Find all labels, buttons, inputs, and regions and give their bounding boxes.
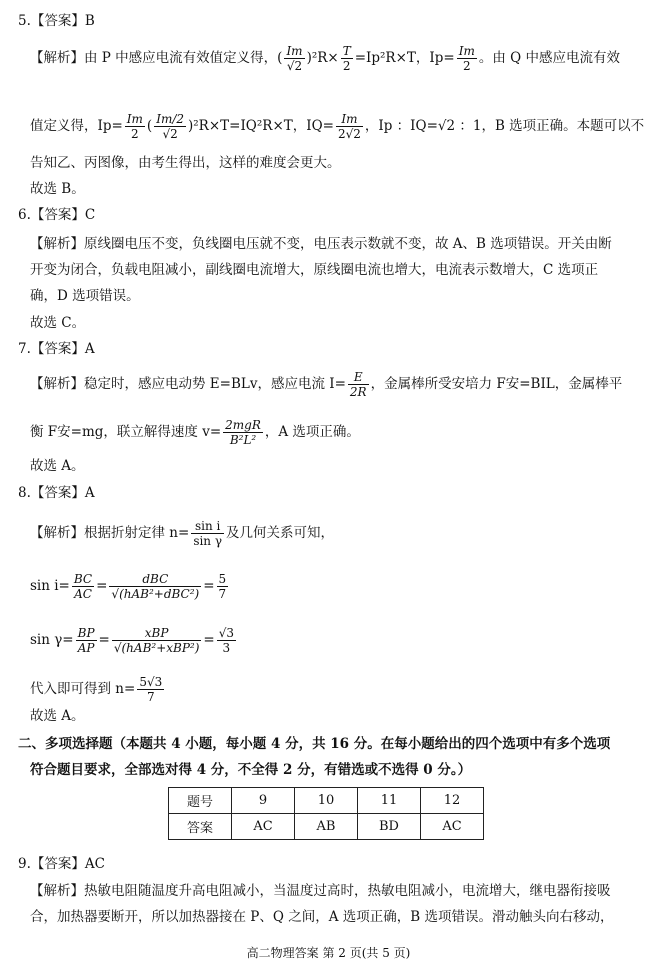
q8-result: 代入即可得到 n= $\frac{5√3}{7}$: [30, 675, 163, 704]
q8-conclusion: 故选 A。: [30, 708, 85, 724]
table-cell: 答案: [169, 814, 232, 840]
q8-equation-sin-gamma: sin γ= $\frac{BP}{AP}$ = $\frac{\text{xBP}}{\text{√(hAB²+xBP²)}}$ = $\frac{√3}{3}$: [30, 626, 234, 655]
q6-analysis-line-3: 确，D 选项错误。: [30, 288, 140, 304]
answer-table-row: [169, 814, 484, 840]
q8-equation-sin-i: sin i= $\frac{BC}{AC}$ = $\frac{\text{dBC}}{\text{√(hAB²+dBC²)}}$ = $\frac{5}{7}$: [30, 572, 227, 601]
q7-conclusion: 故选 A。: [30, 458, 85, 474]
section-2-heading-cont: 符合题目要求，全部选对得 4 分，不全得 2 分，有错选或不选得 0 分。）: [30, 762, 472, 778]
table-cell: AC: [421, 814, 484, 840]
q5-analysis-line-2: 值定义得，Ip= $\frac{Im}{2}$ ( $\frac{Im/2}{√2}$ )²R×T=IQ²R×T，IQ= $\frac{Im}{2√2}$ ，Ip ：IQ=√2 ：1，B 选项正确。本题可以不: [30, 112, 645, 141]
table-cell: 9: [232, 788, 295, 814]
q7-analysis-line-2: 衡 F安=mg，联立解得速度 v= $\frac{\text{2mgR}}{\text{B²L²}}$ ，A 选项正确。: [30, 418, 360, 447]
table-cell: AB: [295, 814, 358, 840]
table-cell: AC: [232, 814, 295, 840]
table-cell: 12: [421, 788, 484, 814]
q5-answer: 5.【答案】B: [18, 13, 95, 29]
page-footer: 高二物理答案 第 2 页(共 5 页): [246, 946, 411, 960]
table-cell: 10: [295, 788, 358, 814]
q5-conclusion: 故选 B。: [30, 181, 85, 197]
table-cell: 题号: [169, 788, 232, 814]
answer-table: [168, 787, 484, 840]
q7-answer: 7.【答案】A: [18, 341, 95, 357]
q6-analysis-line-2: 开变为闭合，负载电阻减小，副线圈电流增大，原线圈电流也增大，电流表示数增大，C 选项正: [30, 262, 599, 278]
q6-conclusion: 故选 C。: [30, 315, 86, 331]
q9-analysis-line-1: 【解析】热敏电阻随温度升高电阻减小，当温度过高时，热敏电阻减小，电流增大，继电器衔接吸: [30, 883, 611, 899]
q7-analysis-line-1: 【解析】稳定时，感应电动势 E=BLv，感应电流 I= $\frac{E}{2R}$ ，金属棒所受安培力 F安=BIL，金属棒平: [30, 370, 623, 399]
table-cell: 11: [358, 788, 421, 814]
table-cell: BD: [358, 814, 421, 840]
q8-analysis-line-1: 【解析】根据折射定律 n= $\frac{\text{sin i}}{\text{sin γ}}$ 及几何关系可知，: [30, 519, 335, 548]
q6-analysis-line-1: 【解析】原线圈电压不变，负线圈电压就不变，电压表示数就不变，故 A、B 选项错误。开关由断: [30, 236, 612, 252]
q5-analysis-line-1: 【解析】由 P 中感应电流有效值定义得，( $\frac{Im}{√2}$ )²R× $\frac{T}{2}$ =Ip²R×T，Ip= $\frac{Im}{2}$ 。由 Q 中感应电流有效: [30, 44, 620, 73]
q6-answer: 6.【答案】C: [18, 207, 96, 223]
q5-analysis-line-3: 告知乙、丙图像，由考生得出，这样的难度会更大。: [30, 155, 341, 171]
section-2-heading: 二、多项选择题（本题共 4 小题，每小题 4 分，共 16 分。在每小题给出的四个选项中有多个选项: [18, 736, 611, 752]
q9-answer: 9.【答案】AC: [18, 856, 105, 872]
q9-analysis-line-2: 合，加热器要断开，所以加热器接在 P、Q 之间，A 选项正确，B 选项错误。滑动触头向右移动，: [30, 909, 614, 925]
answer-table-header-row: [169, 788, 484, 814]
q8-answer: 8.【答案】A: [18, 485, 95, 501]
